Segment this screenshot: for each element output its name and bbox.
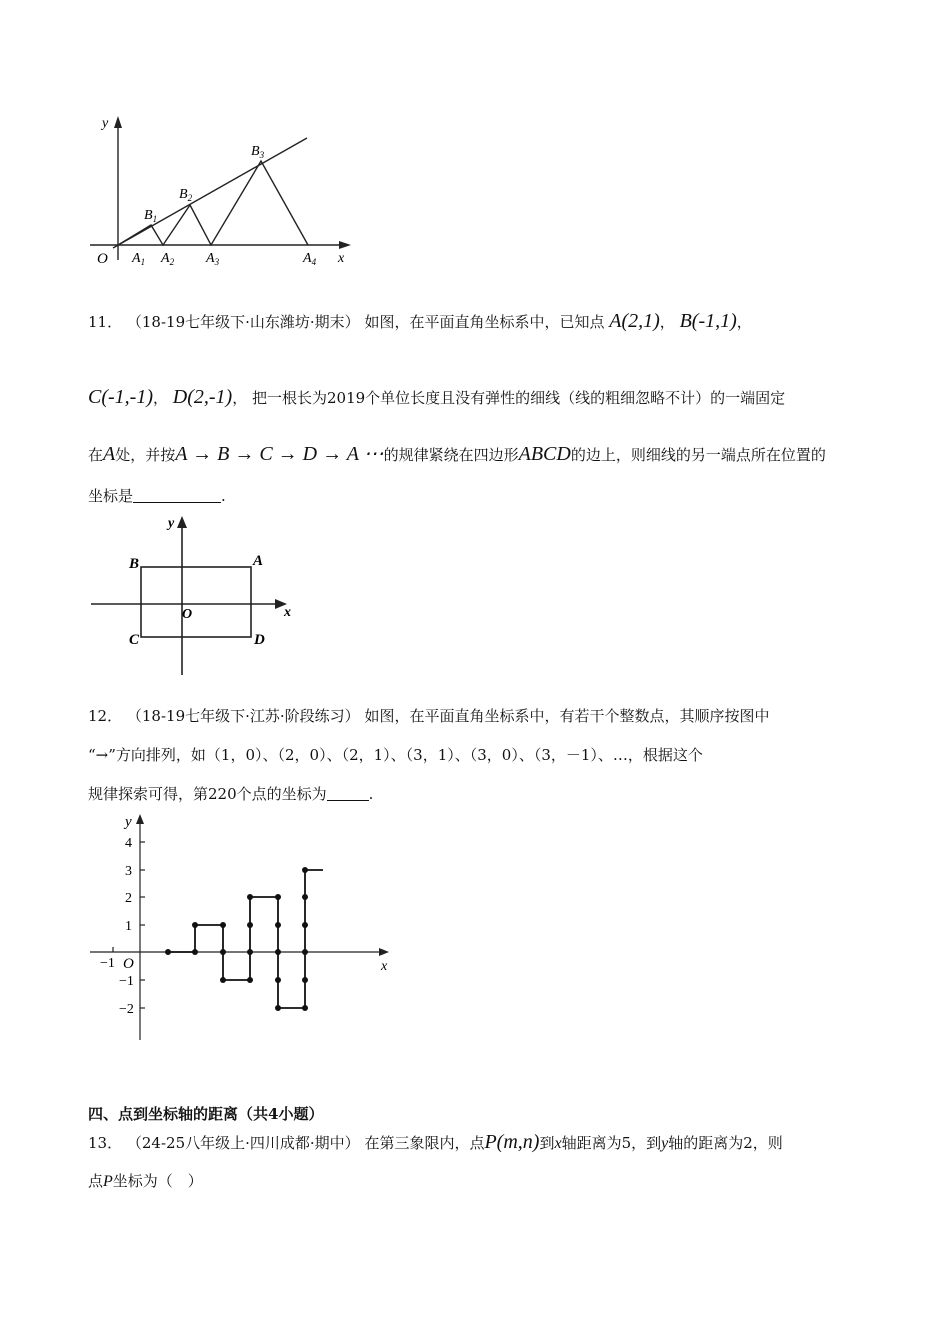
svg-text:A1: $A_1$ xyxy=(132,251,146,267)
integer-points xyxy=(165,867,308,1011)
question-number: 11． xyxy=(88,313,123,331)
svg-text:−1: −1 xyxy=(100,956,115,971)
svg-text:x: x xyxy=(338,251,345,266)
q11-line2: C(-1,-1)， D(2,-1)， 把一根长为2019个单位长度且没有弹性的细线（线的粗细忽略不计）的一端固定 xyxy=(88,386,786,408)
ray xyxy=(113,138,307,248)
question-number: 13． xyxy=(88,1134,123,1152)
question-source: （24-25八年级上·四川成都·期中） xyxy=(126,1134,360,1152)
wind-path: A → B → C → D → A ⋯ xyxy=(175,443,384,465)
svg-text:2: 2 xyxy=(125,891,132,906)
svg-text:y: y xyxy=(168,516,175,531)
svg-text:O: O xyxy=(97,251,108,267)
svg-text:y: y xyxy=(125,814,132,830)
answer-blank xyxy=(133,486,221,503)
q13-line2: 点P坐标为（ ） xyxy=(88,1172,203,1190)
point-c: C(-1,-1) xyxy=(88,386,153,408)
q12-line2: “→”方向排列，如（1，0）、（2，0）、（2，1）、（3，1）、（3，0）、（3，－1）、…，根据这个 xyxy=(88,746,703,764)
svg-text:B3: $B_3$ xyxy=(251,144,265,160)
svg-text:O: O xyxy=(123,956,134,972)
q12-line1: 12． （18-19七年级下·江苏·阶段练习） 如图，在平面直角坐标系中，有若干个整数点，其顺序按图中 xyxy=(88,707,770,725)
svg-text:A3: $A_3$ xyxy=(206,251,220,267)
svg-text:−1: −1 xyxy=(119,974,134,989)
svg-text:1: 1 xyxy=(125,919,132,934)
figure-q11 xyxy=(85,510,305,680)
svg-text:3: 3 xyxy=(125,864,132,879)
figure-q12 xyxy=(85,810,405,1045)
question-number: 12． xyxy=(88,707,123,725)
q11-line3: 在A处，并按A → B → C → D → A ⋯的规律紧绕在四边形ABCD的边上，则细线的另一端点所在位置的 xyxy=(88,443,826,465)
rectangle-abcd xyxy=(141,567,251,637)
svg-text:x: x xyxy=(284,605,291,620)
section-title: 四、点到坐标轴的距离（共4小题） xyxy=(88,1105,324,1123)
svg-text:A2: $A_2$ xyxy=(161,251,175,267)
svg-text:C: C xyxy=(129,632,140,648)
svg-text:B: B xyxy=(129,556,140,572)
point-d: D(2,-1) xyxy=(172,386,233,408)
svg-text:O: O xyxy=(182,607,193,622)
point-a: A(2,1) xyxy=(609,310,660,332)
svg-text:B2: $B_2$ xyxy=(179,187,193,203)
q13-line1: 13． （24-25八年级上·四川成都·期中） 在第三象限内，点P(m,n)到x轴距离为5，到y轴的距离为2，则 xyxy=(88,1131,783,1153)
svg-text:−2: −2 xyxy=(119,1002,134,1017)
figure-q10 xyxy=(85,110,360,270)
svg-text:A: A xyxy=(253,553,264,569)
q11-line4: 坐标是 . xyxy=(88,487,226,505)
svg-text:A4: $A_4$ xyxy=(303,251,317,267)
q12-line3: 规律探索可得，第220个点的坐标为 . xyxy=(88,785,374,803)
svg-text:4: 4 xyxy=(125,836,132,851)
question-source: （18-19七年级下·山东潍坊·期末） xyxy=(126,313,360,331)
point-b: B(-1,1) xyxy=(679,310,737,332)
svg-text:B1: $B_1$ xyxy=(144,208,158,224)
answer-blank xyxy=(327,784,369,801)
svg-text:D: D xyxy=(254,632,265,648)
integer-point-path xyxy=(168,870,323,1008)
question-source: （18-19七年级下·江苏·阶段练习） xyxy=(126,707,360,725)
svg-text:y: y xyxy=(102,116,109,131)
svg-text:x: x xyxy=(381,959,388,974)
zigzag xyxy=(118,161,308,245)
point-p: P(m,n) xyxy=(484,1131,540,1153)
q11-line1: 11． （18-19七年级下·山东潍坊·期末） 如图，在平面直角坐标系中，已知点 A(2,1)， B(-1,1)， xyxy=(88,310,752,332)
